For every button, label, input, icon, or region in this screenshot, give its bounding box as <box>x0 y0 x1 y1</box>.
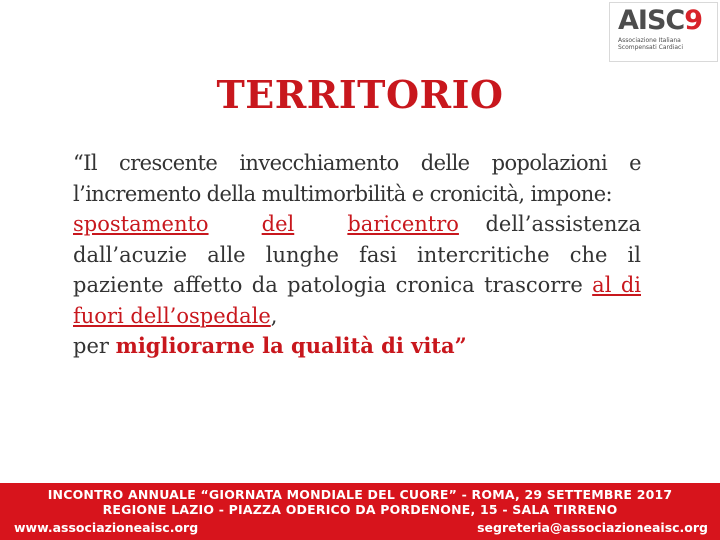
footer-band <box>0 483 720 540</box>
body-text <box>73 148 641 362</box>
footer-event-line: INCONTRO ANNUALE “GIORNATA MONDIALE DEL CUORE” - ROMA, 29 SETTEMBRE 2017 <box>47 487 673 502</box>
footer-email-link[interactable]: segreteria@associazioneaisc.org <box>477 520 708 535</box>
body-text-3: , <box>270 303 278 328</box>
logo-subtitle: Associazione Italiana Scompensati Cardiaci <box>618 37 684 51</box>
logo-mark-main: AISC <box>618 5 685 36</box>
body-paragraph-3 <box>73 331 641 362</box>
body-intro: “Il crescente invecchiamento delle popolazioni e l’incremento della multimorbilità e cronicità, impone: <box>73 151 641 206</box>
emphasis-spostamento: spostamento <box>73 212 209 236</box>
emphasis-ospedale: al di fuori dell’ospedale <box>73 273 641 328</box>
emphasis-del: del <box>261 212 295 236</box>
body-text-4: per <box>73 334 116 358</box>
footer-venue-line: REGIONE LAZIO - PIAZZA ODERICO DA PORDENONE, 15 - SALA TIRRENO <box>102 502 618 517</box>
emphasis-qualita: migliorarne la qualità di vita” <box>115 333 467 358</box>
logo-mark <box>618 5 702 36</box>
body-text-2: dell’assistenza dall’acuzie alle lunghe fasi intercritiche che il paziente affetto da patologia cronica trascorre <box>73 212 641 297</box>
logo-mark-accent: 9 <box>684 5 702 36</box>
slide-title: TERRITORIO <box>216 72 504 117</box>
emphasis-baricentro: baricentro <box>347 212 459 236</box>
body-paragraph-2 <box>73 209 641 331</box>
footer-website-link[interactable]: www.associazioneaisc.org <box>14 520 199 535</box>
aisc-logo <box>609 2 718 62</box>
